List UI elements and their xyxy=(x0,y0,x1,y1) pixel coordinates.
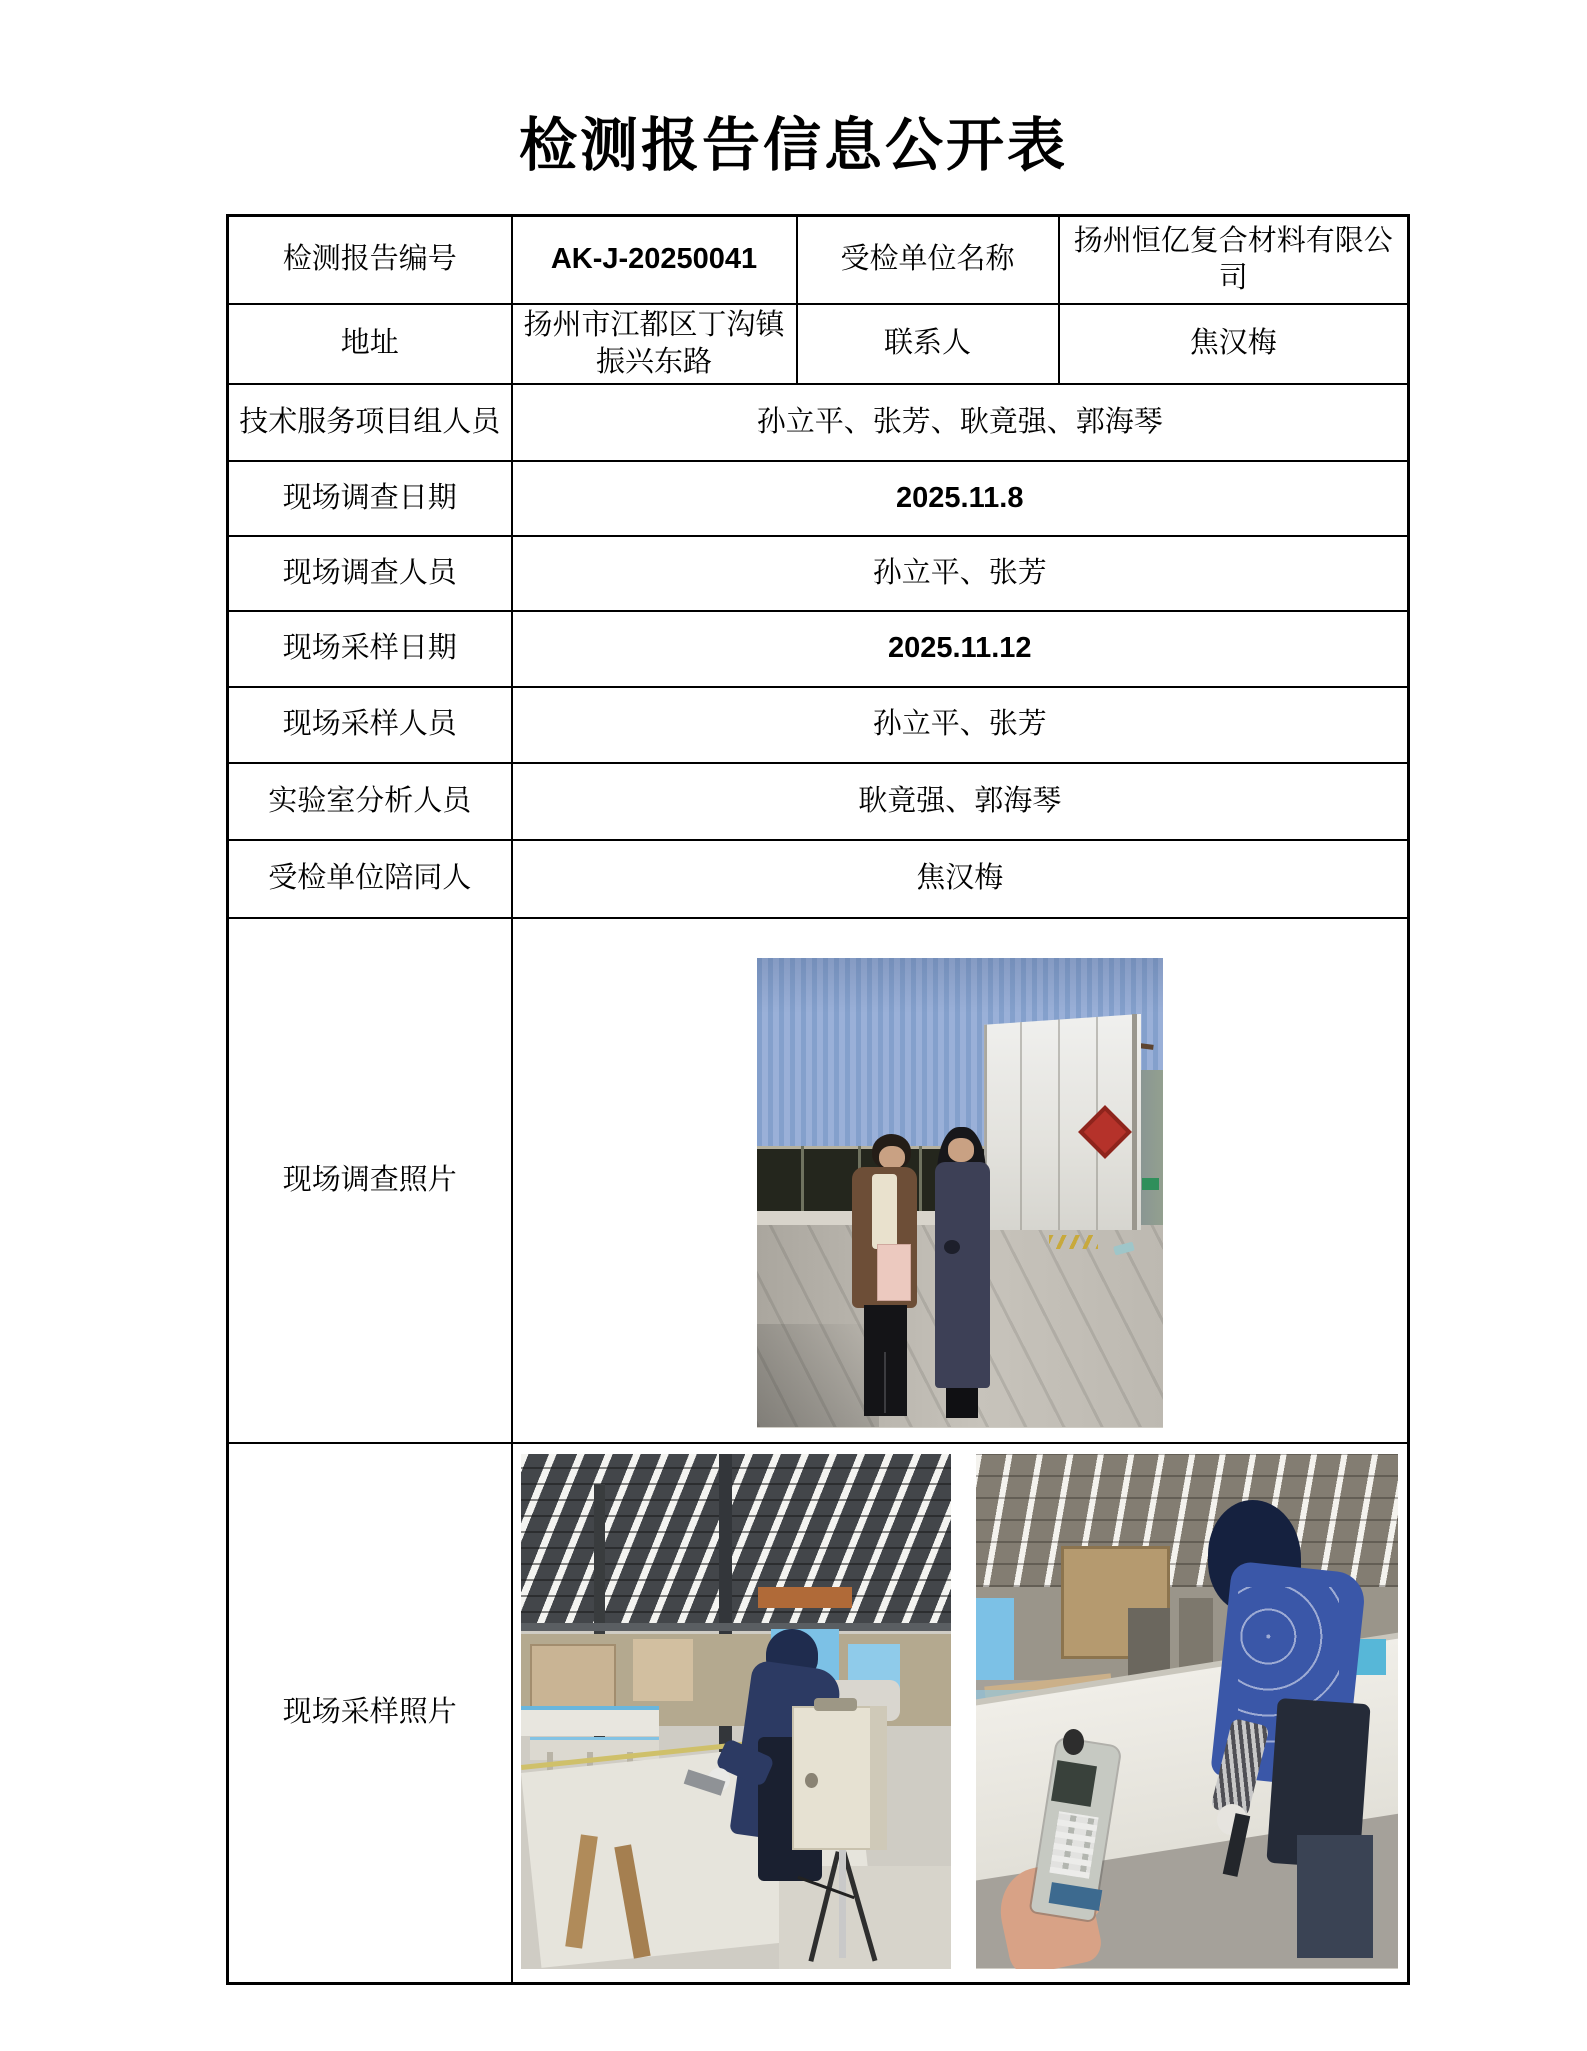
person-right-legs xyxy=(946,1388,978,1419)
green-exit-sign xyxy=(1142,1178,1158,1190)
address-value: 扬州市江都区丁沟镇振兴东路 xyxy=(512,304,797,384)
row-address xyxy=(228,304,1409,384)
row-survey-photo xyxy=(228,918,1409,1443)
cross-beam xyxy=(521,1623,951,1631)
lab-staff-value: 耿竟强、郭海琴 xyxy=(512,763,1409,840)
sampling-photo-wrap xyxy=(521,1446,1400,1980)
row-survey-date xyxy=(228,461,1409,536)
contact-value: 焦汉梅 xyxy=(1059,304,1409,384)
work-table xyxy=(521,1706,659,1736)
dress-buckle xyxy=(944,1240,960,1254)
worker-jeans xyxy=(1297,1835,1373,1959)
person-left-face xyxy=(879,1146,905,1170)
sampling-staff-label: 现场采样人员 xyxy=(228,687,512,763)
person-left-leg-gap xyxy=(884,1352,886,1413)
row-sampling-date xyxy=(228,611,1409,687)
escort-label: 受检单位陪同人 xyxy=(228,840,512,918)
sampling-photo-label: 现场采样照片 xyxy=(228,1443,512,1984)
team-label: 技术服务项目组人员 xyxy=(228,384,512,461)
sampling-photo-left xyxy=(521,1454,951,1969)
sampler-knob xyxy=(805,1773,818,1788)
row-team xyxy=(228,384,1409,461)
survey-date-label: 现场调查日期 xyxy=(228,461,512,536)
orange-crane xyxy=(758,1587,853,1608)
survey-photo-label: 现场调查照片 xyxy=(228,918,512,1443)
person-left-shirt xyxy=(872,1174,896,1249)
sampling-staff-value: 孙立平、张芳 xyxy=(512,687,1409,763)
window-mullion xyxy=(919,1146,922,1212)
address-label: 地址 xyxy=(228,304,512,384)
sampling-photo-cell xyxy=(512,1443,1409,1984)
window-mullion xyxy=(801,1146,804,1212)
ceiling-beams xyxy=(976,1454,1398,1588)
report-no-value: AK-J-20250041 xyxy=(512,216,797,304)
sampler-handle xyxy=(814,1698,857,1711)
lab-staff-label: 实验室分析人员 xyxy=(228,763,512,840)
sampling-date-value: 2025.11.12 xyxy=(512,611,1409,687)
survey-photo-wrap xyxy=(521,921,1400,1440)
meter-microphone xyxy=(1063,1729,1084,1755)
unit-name-value: 扬州恒亿复合材料有限公司 xyxy=(1059,216,1409,304)
survey-date-value: 2025.11.8 xyxy=(512,461,1409,536)
row-report-no xyxy=(228,216,1409,304)
sampler-side xyxy=(870,1706,887,1850)
row-escort xyxy=(228,840,1409,918)
info-table xyxy=(226,214,1410,1985)
person-right-dark-dress xyxy=(935,1162,990,1388)
ground-shadow xyxy=(757,1324,879,1427)
yellow-floor-marking xyxy=(1049,1235,1098,1249)
row-sampling-staff xyxy=(228,687,1409,763)
survey-staff-label: 现场调查人员 xyxy=(228,536,512,611)
meter-screen xyxy=(1051,1760,1097,1807)
team-value: 孙立平、张芳、耿竟强、郭海琴 xyxy=(512,384,1409,461)
unit-name-label: 受检单位名称 xyxy=(797,216,1059,304)
wall-shade xyxy=(757,958,1163,1014)
row-survey-staff xyxy=(228,536,1409,611)
survey-staff-value: 孙立平、张芳 xyxy=(512,536,1409,611)
row-lab-staff xyxy=(228,763,1409,840)
pink-folder xyxy=(877,1244,912,1300)
sampling-photo-right xyxy=(976,1454,1398,1969)
escort-value: 焦汉梅 xyxy=(512,840,1409,918)
door-hinge-strip xyxy=(1132,1014,1137,1230)
report-no-label: 检测报告编号 xyxy=(228,216,512,304)
survey-photo-cell xyxy=(512,918,1409,1443)
row-sampling-photo xyxy=(228,1443,1409,1984)
tripod-leg xyxy=(839,1850,846,1958)
contact-label: 联系人 xyxy=(797,304,1059,384)
survey-photo xyxy=(757,958,1163,1428)
sampling-date-label: 现场采样日期 xyxy=(228,611,512,687)
page-title: 检测报告信息公开表 xyxy=(518,113,1068,178)
roof-trusses xyxy=(521,1454,951,1629)
cardboard-boxes xyxy=(633,1639,693,1701)
person-right-face xyxy=(948,1138,974,1162)
